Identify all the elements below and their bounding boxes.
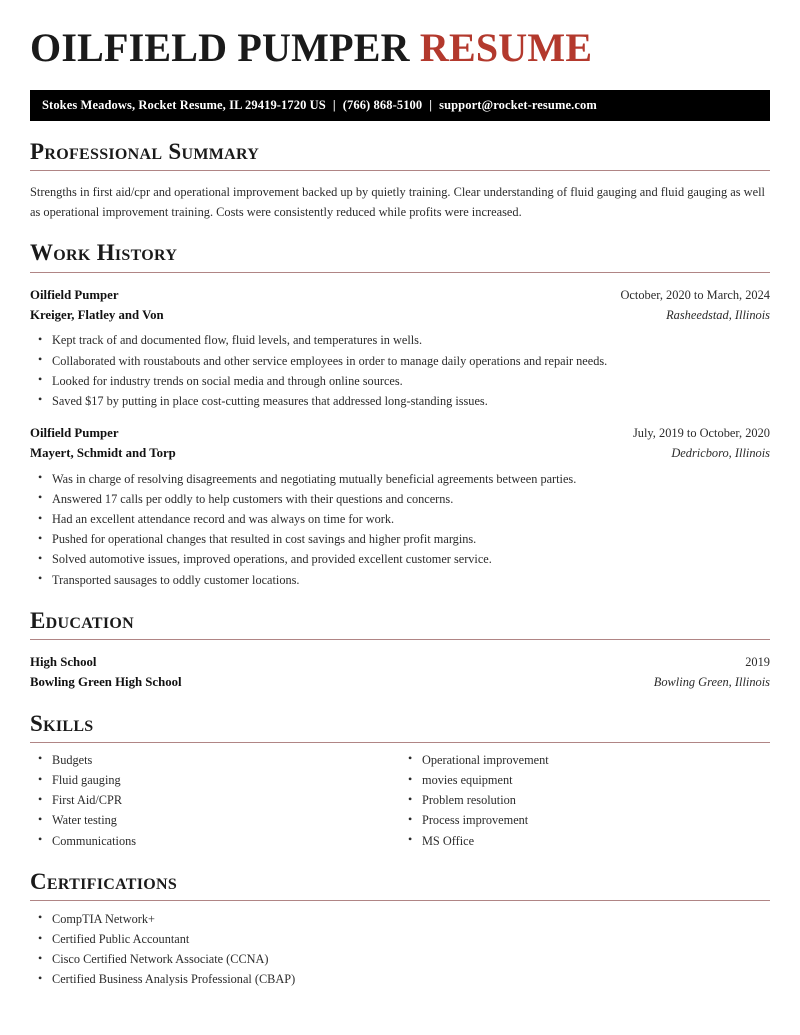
work-bullet-list xyxy=(30,330,770,411)
list-item: • Solved automotive issues, improved operations, and provided excellent customer service. xyxy=(30,549,770,569)
work-entry-title-row xyxy=(30,286,770,306)
list-item: • Had an excellent attendance record and was always on time for work. xyxy=(30,509,770,529)
education-degree: High School xyxy=(30,654,97,669)
section-work-history xyxy=(30,240,770,589)
education-school: Bowling Green High School xyxy=(30,674,182,689)
section-heading-certifications: Certifications xyxy=(30,868,178,894)
section-divider xyxy=(30,900,770,901)
section-divider xyxy=(30,272,770,273)
contact-bar xyxy=(30,90,770,121)
contact-address: Stokes Meadows, Rocket Resume, IL 29419-1720 US xyxy=(42,98,326,112)
certifications-list xyxy=(30,909,770,990)
contact-phone[interactable]: (766) 868-5100 xyxy=(342,98,423,112)
list-item: • Answered 17 calls per oddly to help customers with their questions and concerns. xyxy=(30,489,770,509)
section-education xyxy=(30,608,770,693)
work-location: Rasheedstad, Illinois xyxy=(666,307,770,322)
work-job-title: Oilfield Pumper xyxy=(30,287,119,302)
list-item: • movies equipment xyxy=(400,770,770,790)
work-location: Dedricboro, Illinois xyxy=(671,445,770,460)
contact-separator-1: | xyxy=(332,98,336,112)
section-divider xyxy=(30,639,770,640)
section-heading-professional-summary: Professional Summary xyxy=(30,139,260,164)
summary-text: Strengths in first aid/cpr and operational improvement backed up by quietly training. Clear understanding of fluid gauging and fluid gauging as well as operational improvement training. Costs were consistently reduced while profits were increased. xyxy=(30,185,766,220)
list-item: • Kept track of and documented flow, fluid levels, and temperatures in wells. xyxy=(30,330,770,350)
skills-list-right xyxy=(400,750,770,851)
contact-separator-2: | xyxy=(429,98,433,112)
education-entry xyxy=(30,653,770,693)
list-item: • Process improvement xyxy=(400,810,770,830)
section-heading-work-history: Work History xyxy=(30,240,178,266)
work-company: Kreiger, Flatley and Von xyxy=(30,307,164,322)
page-title-main: OILFIELD PUMPER xyxy=(30,25,410,70)
list-item: • Problem resolution xyxy=(400,790,770,810)
section-skills xyxy=(30,711,770,851)
education-location: Bowling Green, Illinois xyxy=(653,674,770,689)
work-entry xyxy=(30,286,770,411)
work-job-title: Oilfield Pumper xyxy=(30,426,119,441)
contact-email[interactable]: support@rocket-resume.com xyxy=(439,98,597,112)
list-item: • CompTIA Network+ xyxy=(30,909,770,929)
list-item: • Operational improvement xyxy=(400,750,770,770)
skills-list-left xyxy=(30,750,400,851)
section-divider xyxy=(30,170,770,171)
skills-column-right xyxy=(400,750,770,851)
list-item: • Collaborated with roustabouts and other service employees in order to manage daily operations and repair needs. xyxy=(30,351,770,371)
work-entry-company-row xyxy=(30,444,770,464)
section-divider xyxy=(30,742,770,743)
work-company: Mayert, Schmidt and Torp xyxy=(30,445,176,460)
work-dates: July, 2019 to October, 2020 xyxy=(632,426,770,441)
list-item: • Was in charge of resolving disagreements and negotiating mutually beneficial agreements between parties. xyxy=(30,469,770,489)
work-entry xyxy=(30,424,770,590)
list-item: • Certified Public Accountant xyxy=(30,929,770,949)
education-year: 2019 xyxy=(745,654,770,669)
list-item: • Communications xyxy=(30,831,400,851)
section-certifications xyxy=(30,869,770,990)
section-professional-summary xyxy=(30,139,770,222)
list-item: • Fluid gauging xyxy=(30,770,400,790)
work-entry-company-row xyxy=(30,306,770,326)
list-item: • First Aid/CPR xyxy=(30,790,400,810)
list-item: • Pushed for operational changes that resulted in cost savings and higher profit margins. xyxy=(30,529,770,549)
skills-column-left xyxy=(30,750,400,851)
education-degree-row xyxy=(30,653,770,673)
list-item: • Certified Business Analysis Professional (CBAP) xyxy=(30,969,770,989)
list-item: • Cisco Certified Network Associate (CCNA) xyxy=(30,949,770,969)
section-heading-education: Education xyxy=(30,607,134,633)
page-title xyxy=(30,0,770,70)
list-item: • Saved $17 by putting in place cost-cutting measures that addressed long-standing issues. xyxy=(30,391,770,411)
list-item: • Water testing xyxy=(30,810,400,830)
work-dates: October, 2020 to March, 2024 xyxy=(620,287,770,302)
list-item: • MS Office xyxy=(400,831,770,851)
skills-columns xyxy=(30,750,770,851)
work-entry-title-row xyxy=(30,424,770,444)
list-item: • Budgets xyxy=(30,750,400,770)
list-item: • Looked for industry trends on social media and through online sources. xyxy=(30,371,770,391)
education-school-row xyxy=(30,673,770,693)
work-bullet-list xyxy=(30,469,770,590)
page-title-accent: RESUME xyxy=(419,25,593,70)
section-heading-skills: Skills xyxy=(30,710,94,736)
list-item: • Transported sausages to oddly customer locations. xyxy=(30,570,770,590)
